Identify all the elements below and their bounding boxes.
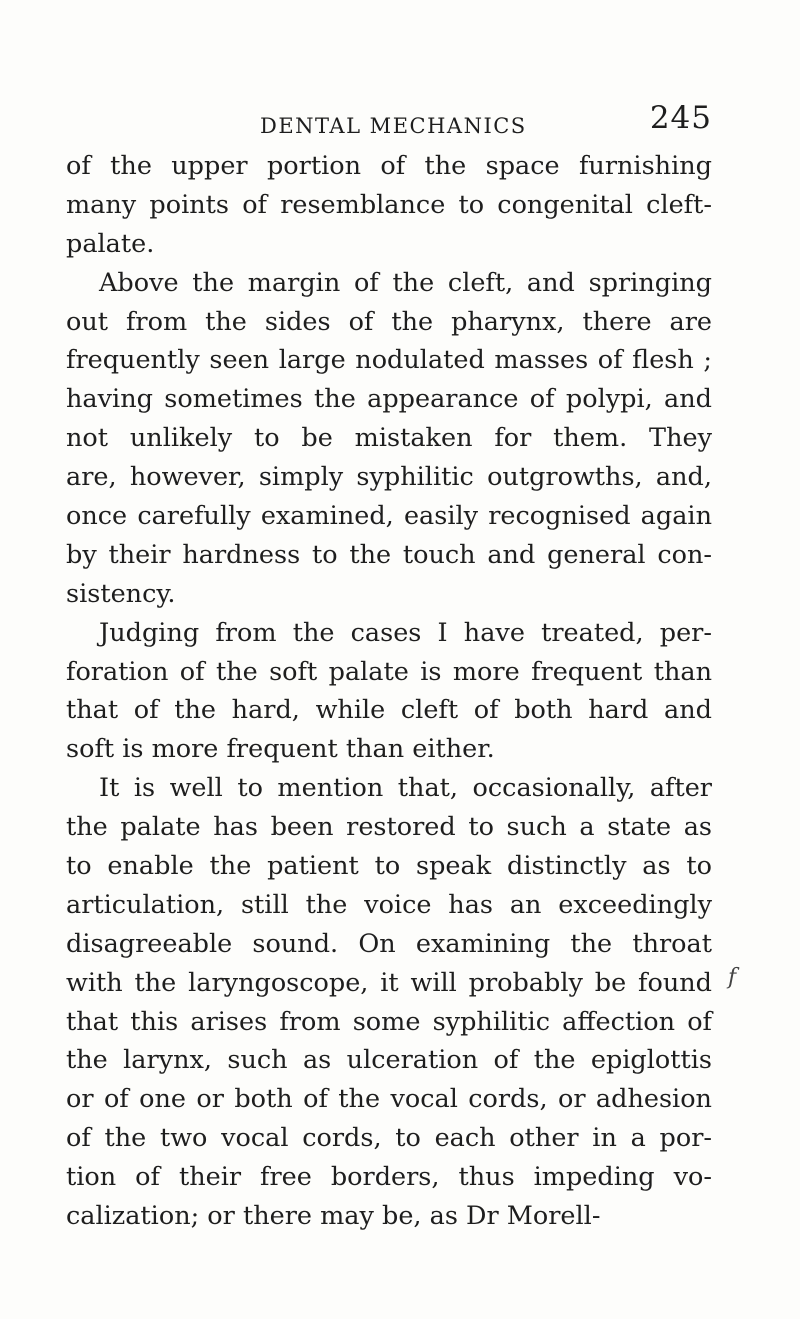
text-line: the palate has been restored to such a state as (66, 812, 712, 843)
text-line: disagreeable sound. On examining the throat (66, 928, 712, 959)
text-line: are, however, simply syphilitic outgrowths, and, (66, 462, 712, 493)
text-line: the larynx, such as ulceration of the epiglottis (66, 1045, 712, 1076)
text-line: tion of their free borders, thus impeding vo- (66, 1162, 712, 1193)
text-line: having sometimes the appearance of polypi, and (66, 384, 712, 415)
running-head-title: DENTAL MECHANICS (260, 114, 527, 138)
text-line: many points of resemblance to congenital cleft- (66, 189, 712, 220)
text-line: out from the sides of the pharynx, there are (66, 306, 712, 337)
text-line: by their hardness to the touch and general con- (66, 539, 712, 570)
margin-mark: f (728, 965, 737, 990)
text-line: or of one or both of the vocal cords, or adhesion (66, 1084, 712, 1115)
text-line: once carefully examined, easily recognised again (66, 501, 712, 532)
text-line: to enable the patient to speak distinctly as to (66, 851, 712, 882)
text-line: It is well to mention that, occasionally, after (99, 773, 712, 804)
text-line: of the upper portion of the space furnishing (66, 151, 712, 181)
text-line: soft is more frequent than either. (66, 734, 495, 765)
running-head (66, 100, 712, 140)
page-number: 245 (649, 100, 712, 136)
text-line: that of the hard, while cleft of both hard and (66, 695, 712, 726)
text-line: Above the margin of the cleft, and springing (99, 267, 712, 298)
text-line: foration of the soft palate is more frequent than (66, 656, 712, 687)
text-line: with the laryngoscope, it will probably be found (66, 967, 712, 998)
text-line: not unlikely to be mistaken for them. They (66, 423, 712, 454)
text-line: sistency. (66, 578, 176, 609)
text-line: articulation, still the voice has an exceedingly (66, 889, 712, 920)
body-text (66, 147, 712, 1236)
text-line: palate. (66, 228, 155, 259)
text-line: that this arises from some syphilitic affection of (66, 1006, 712, 1037)
text-line: calization; or there may be, as Dr Morell- (66, 1201, 601, 1232)
text-line: Judging from the cases I have treated, per- (99, 617, 712, 648)
text-line: frequently seen large nodulated masses of flesh ; (66, 345, 712, 376)
text-line: of the two vocal cords, to each other in a por- (66, 1123, 712, 1154)
